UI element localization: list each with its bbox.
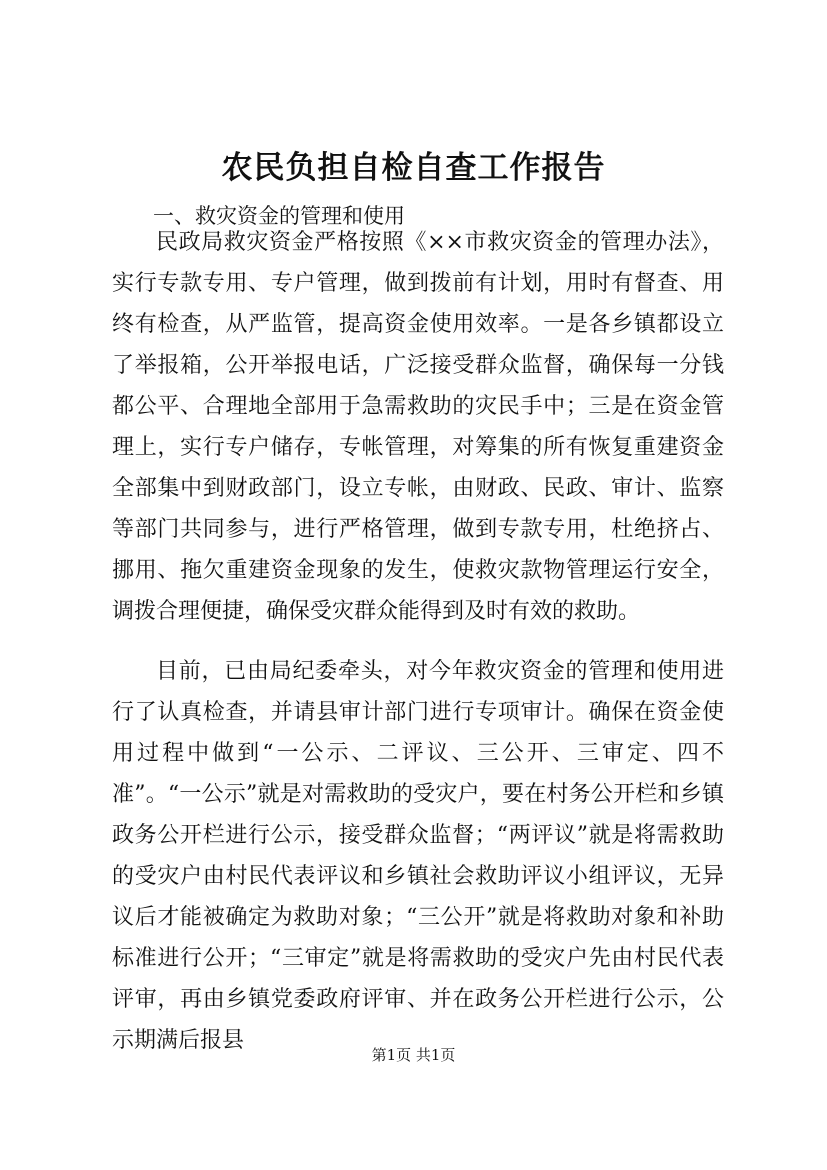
page-footer: 第1页 共1页 [371, 1046, 456, 1064]
section-heading: 一、救灾资金的管理和使用 [153, 204, 405, 228]
body-paragraph-1: 民政局救灾资金严格按照《××市救灾资金的管理办法》，实行专款专用、专户管理，做到拨前有计划，用时有督查、用终有检查，从严监管，提高资金使用效率。一是各乡镇都设立了举报箱，公开举报电话，广泛接受群众监督，确保每一分钱都公平、合理地全部用于急需救助的灾民手中；三是在资金管理上，实行专户储存，专帐管理，对筹集的所有恢复重建资金全部集中到财政部门，设立专帐，由财政、民政、审计、监察等部门共同参与，进行严格管理，做到专款专用，杜绝挤占、挪用、拖欠重建资金现象的发生，使救灾款物管理运行安全，调拨合理便捷，确保受灾群众能得到及时有效的救助。 [112, 230, 724, 624]
body-paragraph-2: 目前，已由局纪委牵头，对今年救灾资金的管理和使用进行了认真检查，并请县审计部门进行专项审计。确保在资金使用过程中做到“一公示、二评议、三公开、三审定、四不准”。“一公示”就是对需救助的受灾户，要在村务公开栏和乡镇政务公开栏进行公示，接受群众监督；“两评议”就是将需救助的受灾户由村民代表评议和乡镇社会救助评议小组评议，无异议后才能被确定为救助对象；“三公开”就是将救助对象和补助标准进行公开；“三审定”就是将需救助的受灾户先由村民代表评审，再由乡镇党委政府评审、并在政务公开栏进行公示，公示期满后报县 [112, 659, 724, 1053]
document-title: 农民负担自检自查工作报告 [221, 150, 606, 186]
